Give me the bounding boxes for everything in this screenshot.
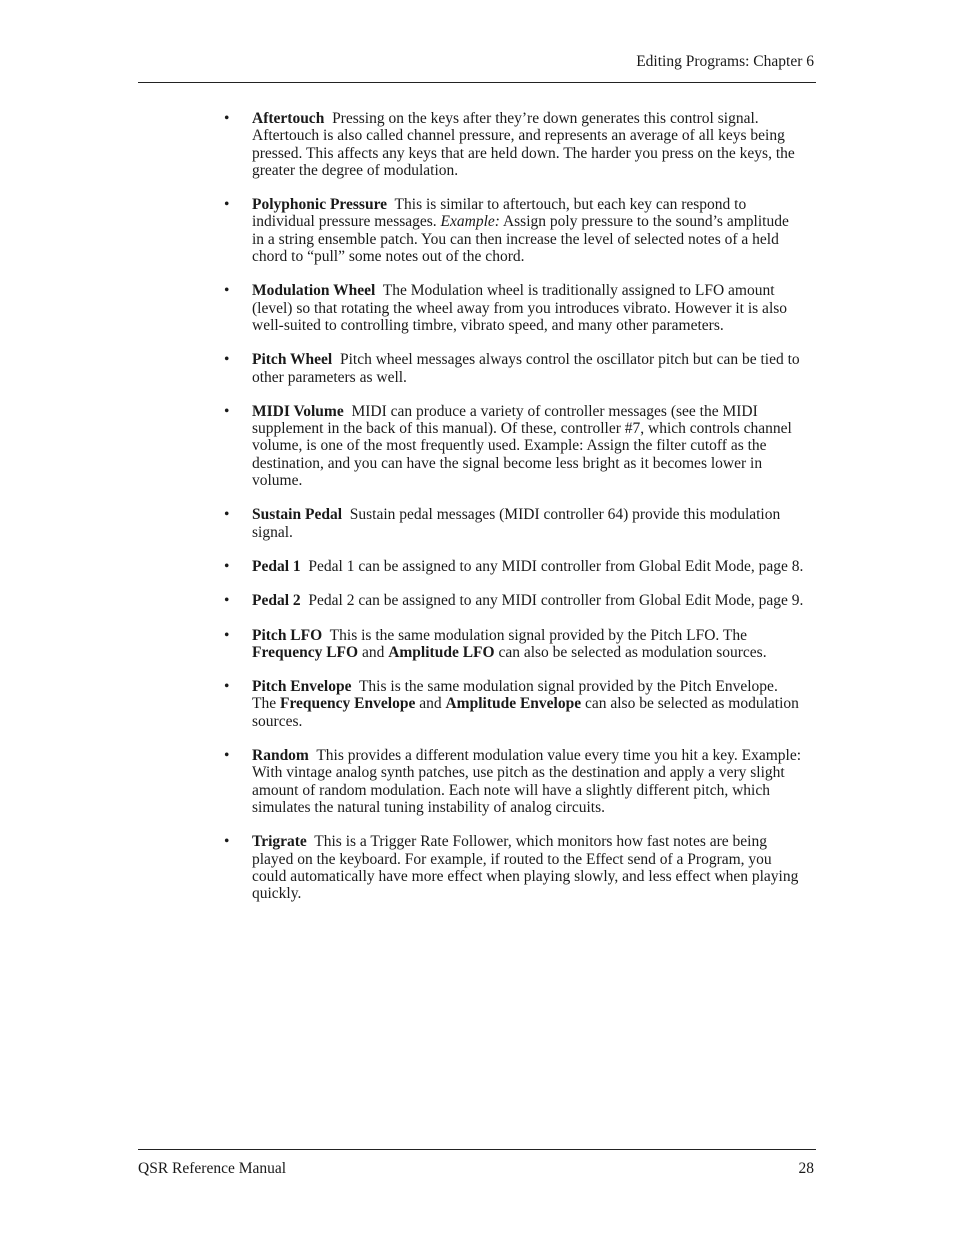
footer-rule [138, 1149, 816, 1150]
item-term: MIDI Volume [252, 402, 344, 420]
item-term: Random [252, 747, 309, 765]
list-item-aftertouch [224, 110, 804, 179]
item-description: can also be selected as modulation sources. [252, 695, 799, 730]
item-bold-term: Amplitude LFO [388, 643, 495, 661]
item-description: Pedal 2 can be assigned to any MIDI controller from Global Edit Mode, page 9. [308, 592, 804, 610]
page-number: 28 [798, 1160, 814, 1177]
bullet: • [224, 557, 230, 575]
item-description: and [358, 643, 389, 661]
item-description: This provides a different modulation value every time you hit a key. Example: With vintage analog synth patches, use pitch as the destination and apply a very slight amount of random modulation. Each note will have a slightly different pitch, which simulates the natural tuning instability of analog circuits. [252, 747, 802, 816]
list-item-midi-volume [224, 403, 804, 489]
item-term: Polyphonic Pressure [252, 196, 388, 214]
item-term: Pitch LFO [252, 626, 323, 644]
item-term: Pedal 1 [252, 557, 301, 575]
list-item-polyphonic-pressure [224, 196, 804, 265]
item-description: Pressing on the keys after they’re down generates this control signal. Aftertouch is also called channel pressure, and represents an average of all keys being pressed. This affects any keys that are held down. The harder you press on the keys, the greater the degree of modulation. [252, 110, 795, 179]
bullet: • [224, 282, 230, 300]
item-description: This is the same modulation signal provided by the Pitch Envelope. The [252, 678, 778, 713]
item-description: Assign poly pressure to the sound’s amplitude in a string ensemble patch. You can then increase the level of selected notes of a held chord to “pull” some notes out of the chord. [252, 213, 789, 266]
bullet: • [224, 833, 230, 851]
item-emphasis: Example: [440, 213, 500, 231]
bullet: • [224, 402, 230, 420]
item-description: MIDI can produce a variety of controller messages (see the MIDI supplement in the back of this manual). Of these, controller #7, which controls channel volume, is one of the most frequently used. Example: Assign the filter cutoff as the destination, and you can have the signal become less bright as it becomes lower in volume. [252, 402, 792, 490]
item-description: This is a Trigger Rate Follower, which monitors how fast notes are being played on the keyboard. For example, if routed to the Effect send of a Program, you could automatically have more effect when playing slowly, and less effect when playing quickly. [252, 833, 799, 903]
manual-title: QSR Reference Manual [138, 1160, 287, 1177]
item-bold-term: Frequency LFO [252, 643, 359, 661]
list-item-pedal-1 [224, 558, 804, 575]
list-item-pitch-wheel [224, 351, 804, 386]
item-description: The Modulation wheel is traditionally assigned to LFO amount (level) so that rotating the wheel away from you introduces vibrato. However it is also well-suited to controlling timbre, vibrato speed, and many other parameters. [252, 282, 788, 334]
item-term: Pitch Envelope [252, 678, 352, 696]
item-description: Pedal 1 can be assigned to any MIDI controller from Global Edit Mode, page 8. [308, 557, 804, 575]
item-bold-term: Amplitude Envelope [445, 695, 582, 713]
list-item-random [224, 747, 804, 816]
item-bold-term: Frequency Envelope [279, 695, 416, 713]
list-item-sustain-pedal [224, 506, 804, 541]
item-description: can also be selected as modulation sources. [494, 643, 767, 661]
list-item-pitch-envelope [224, 678, 804, 730]
bullet: • [224, 110, 230, 127]
list-item-modulation-wheel [224, 282, 804, 334]
bullet: • [224, 196, 230, 214]
bullet: • [224, 351, 230, 369]
list-item-pitch-lfo [224, 627, 804, 662]
list-item-pedal-2 [224, 592, 804, 609]
item-term: Aftertouch [252, 110, 325, 127]
modulation-source-list [224, 110, 804, 919]
bullet: • [224, 592, 230, 610]
item-description: This is the same modulation signal provided by the Pitch LFO. The [329, 626, 747, 644]
bullet: • [224, 506, 230, 524]
item-term: Pitch Wheel [252, 351, 333, 369]
header-rule [138, 82, 816, 83]
list-item-trigrate [224, 833, 804, 902]
item-term: Sustain Pedal [252, 506, 343, 524]
item-description: Pitch wheel messages always control the oscillator pitch but can be tied to other parameters as well. [252, 351, 800, 386]
item-term: Modulation Wheel [252, 282, 376, 300]
item-description: Sustain pedal messages (MIDI controller 64) provide this modulation signal. [252, 506, 781, 541]
running-header: Editing Programs: Chapter 6 [636, 53, 814, 70]
item-description: and [415, 695, 446, 713]
item-term: Pedal 2 [252, 592, 301, 610]
bullet: • [224, 678, 230, 696]
bullet: • [224, 747, 230, 765]
item-term: Trigrate [252, 833, 307, 851]
item-description: This is similar to aftertouch, but each key can respond to individual pressure messages. [252, 196, 747, 231]
bullet: • [224, 626, 230, 644]
